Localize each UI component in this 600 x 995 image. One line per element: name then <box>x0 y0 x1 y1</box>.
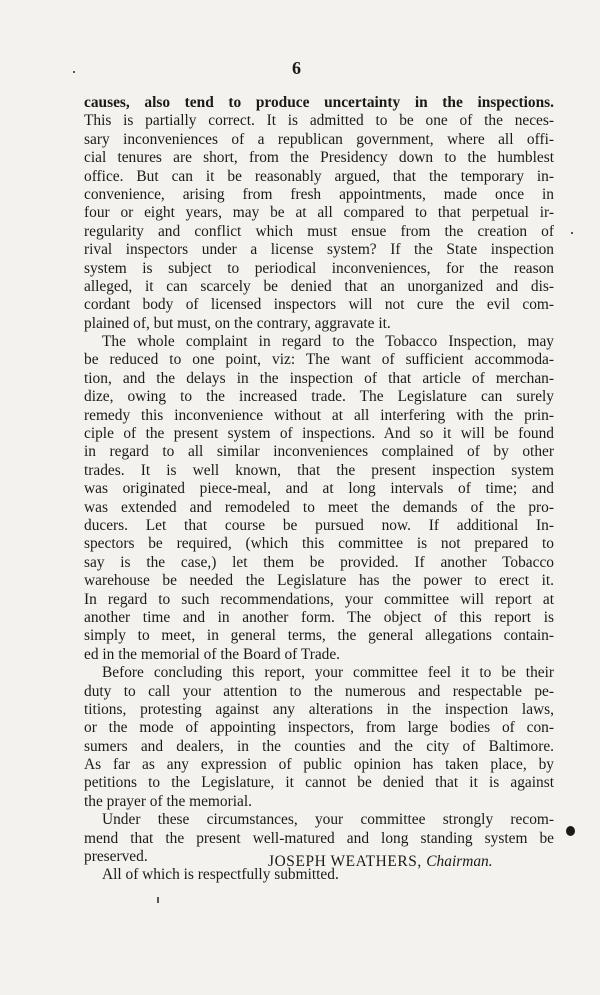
text-line: spectors be required, (which this committee is not prepared to <box>84 535 554 553</box>
text-line: dize, owing to the increased trade. The Legislature can surely <box>84 388 554 406</box>
text-line: tion, and the delays in the inspection of that article of merchan- <box>84 369 554 387</box>
text-line: As far as any expression of public opinion has taken place, by <box>84 756 554 774</box>
text-line: causes, also tend to produce uncertainty in the inspections. <box>84 94 554 111</box>
text-line: simply to meet, in general terms, the general allegations contain- <box>84 627 554 645</box>
text-line: duty to call your attention to the numerous and respectable pe- <box>84 682 554 700</box>
text-line: or the mode of appointing inspectors, from large bodies of con- <box>84 719 554 737</box>
signer-title: Chairman. <box>426 853 493 870</box>
text-line: In regard to such recommendations, your committee will report at <box>84 590 554 608</box>
text-line: say is the case,) let them be provided. If another Tobacco <box>84 553 554 571</box>
text-line: the prayer of the memorial. <box>84 792 252 810</box>
ink-blot <box>566 826 575 836</box>
text-line: ducers. Let that course be pursued now. If additional In- <box>84 516 554 534</box>
text-line: was extended and remodeled to meet the demands of the pro- <box>84 498 554 516</box>
text-line: convenience, arising from fresh appointments, made once in <box>84 185 554 203</box>
text-line: sumers and dealers, in the counties and the city of Baltimore. <box>84 737 554 755</box>
text-line: trades. It is well known, that the present inspection system <box>84 461 554 479</box>
text-line: mend that the present well-matured and long standing system be <box>84 829 554 847</box>
page-number: 6 <box>292 58 301 78</box>
text-line: petitions to the Legislature, it cannot be denied that it is against <box>84 774 554 792</box>
scan-speck <box>73 71 75 73</box>
text-line: Before concluding this report, your committee feel it to be their <box>102 664 554 682</box>
text-line: warehouse be needed the Legislature has the power to erect it. <box>84 572 554 590</box>
text-line: cordant body of licensed inspectors will not cure the evil com- <box>84 296 554 314</box>
text-line: was originated piece-meal, and at long intervals of time; and <box>84 480 554 498</box>
text-line: system is subject to periodical inconveniences, for the reason <box>84 259 554 277</box>
text-line: preserved. <box>84 848 148 866</box>
report-body <box>84 94 554 885</box>
text-line: cial tenures are short, from the Presidency down to the humblest <box>84 149 554 167</box>
text-line: sary inconveniences of a republican government, where all offi- <box>84 130 554 148</box>
scan-speck <box>571 232 573 234</box>
text-line: regularity and conflict which must ensue from the creation of <box>84 222 554 240</box>
text-line: ed in the memorial of the Board of Trade. <box>84 645 341 663</box>
text-line: four or eight years, may be at all compared to that perpetual ir- <box>84 204 554 222</box>
signer-name: JOSEPH WEATHERS, <box>268 853 422 870</box>
text-line: ciple of the present system of inspections. And so it will be found <box>84 425 554 443</box>
text-line: titions, protesting against any alterations in the inspection laws, <box>84 700 554 718</box>
text-line: Under these circumstances, your committee strongly recom- <box>102 811 554 829</box>
text-line: rival inspectors under a license system? If the State inspection <box>84 241 554 259</box>
text-line: in regard to all similar inconveniences complained of by other <box>84 443 554 461</box>
text-line: remedy this inconvenience without at all interfering with the prin- <box>84 406 554 424</box>
text-line: another time and in another form. The object of this report is <box>84 608 554 626</box>
text-line: plained of, but must, on the contrary, aggravate it. <box>84 314 391 332</box>
text-line: The whole complaint in regard to the Tobacco Inspection, may <box>102 333 554 351</box>
text-line: This is partially correct. It is admitted to be one of the neces- <box>84 112 554 130</box>
text-line: be reduced to one point, viz: The want of sufficient accommoda- <box>84 351 554 369</box>
text-line: alleged, it can scarcely be denied that an unorganized and dis- <box>84 277 554 295</box>
scan-speck <box>157 897 159 903</box>
text-line: office. But can it be reasonably argued, that the temporary in- <box>84 167 554 185</box>
signature <box>268 853 493 871</box>
text-line: All of which is respectfully submitted. <box>102 866 339 884</box>
